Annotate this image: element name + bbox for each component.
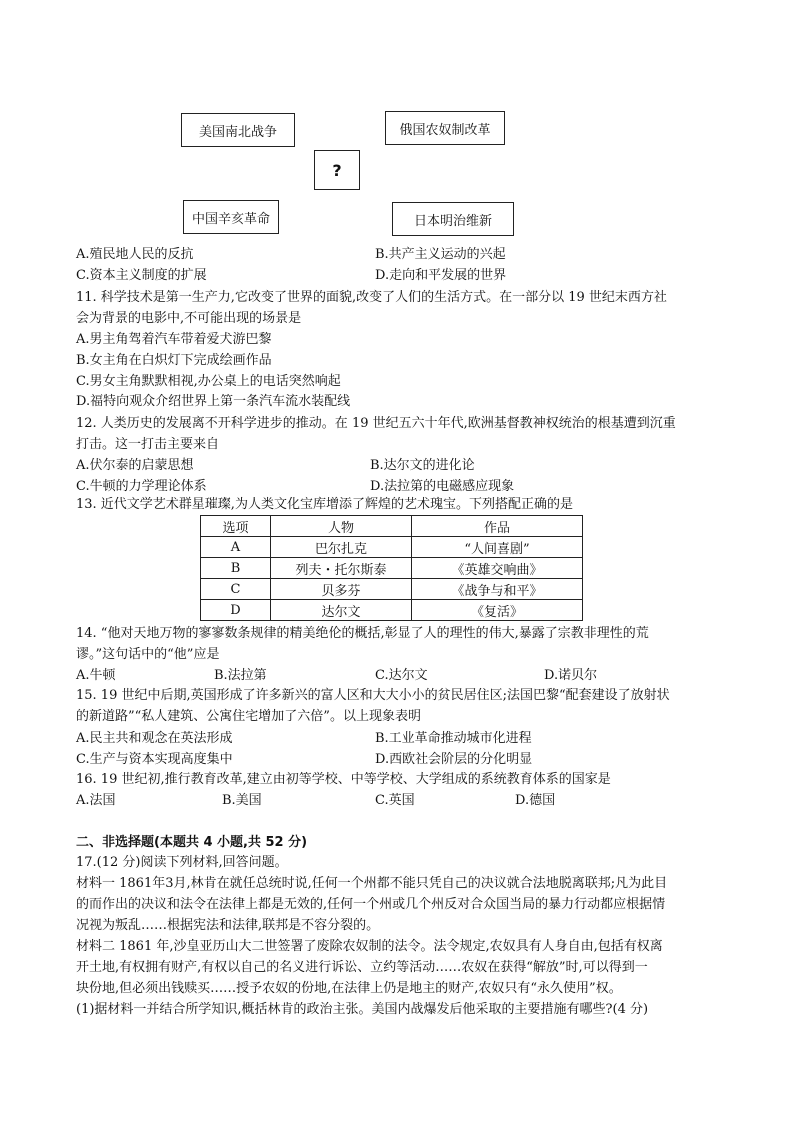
q11-option-a: A.男主角驾着汽车带着爱犬游巴黎	[76, 332, 272, 347]
q12-option-a: A.伏尔泰的启蒙思想	[76, 458, 194, 473]
q17-material2-line3: 块份地,但必须出钱赎买……授予农奴的份地,在法律上仍是地主的财产,农奴只有“永久使用”权。	[76, 981, 622, 996]
table-row	[201, 558, 583, 579]
q14-stem-line1: 14. “他对天地万物的寥寥数条规律的精美绝伦的概括,彰显了人的理性的伟大,暴露了宗教非理性的荒	[76, 626, 649, 641]
q13-matching-table	[200, 515, 583, 621]
q16-option-c: C.英国	[375, 793, 415, 808]
table-cell: 《复活》	[412, 600, 583, 621]
q11-stem-line1: 11. 科学技术是第一生产力,它改变了世界的面貌,改变了人们的生活方式。在一部分以 19 世纪末西方社	[76, 290, 667, 305]
q11-option-d: D.福特向观众介绍世界上第一条汽车流水装配线	[76, 394, 351, 409]
diagram-box-russian-serf-reform: 俄国农奴制改革	[385, 111, 505, 145]
q10-option-c: C.资本主义制度的扩展	[76, 268, 207, 283]
q14-stem-line2: 谬。”这句话中的“他”应是	[76, 647, 220, 662]
table-cell: 列夫・托尔斯泰	[271, 558, 412, 579]
q12-option-d: D.法拉第的电磁感应现象	[370, 479, 515, 494]
table-header-cell: 选项	[201, 516, 271, 537]
q11-option-b: B.女主角在白炽灯下完成绘画作品	[76, 353, 272, 368]
q17-material2-line1: 材料二 1861 年,沙皇亚历山大二世签署了废除农奴制的法令。法令规定,农奴具有人身自由,包括有权离	[76, 939, 663, 954]
q17-material1-line2: 的而作出的决议和法令在法律上都是无效的,任何一个州或几个州反对合众国当局的暴力行动都应根据情	[76, 897, 666, 912]
q11-option-c: C.男女主角默默相视,办公桌上的电话突然响起	[76, 374, 341, 389]
q17-subquestion-1: (1)据材料一并结合所学知识,概括林肯的政治主张。美国内战爆发后他采取的主要措施有哪些?(4 分)	[76, 1002, 649, 1017]
q16-stem: 16. 19 世纪初,推行教育改革,建立由初等学校、中等学校、大学组成的系统教育体系的国家是	[76, 772, 611, 787]
q14-option-c: C.达尔文	[375, 668, 428, 683]
q17-material2-line2: 开土地,有权拥有财产,有权以自己的名义进行诉讼、立约等活动……农奴在获得“解放”时,可以得到一	[76, 960, 648, 975]
q17-material1-line1: 材料一 1861年3月,林肯在就任总统时说,任何一个州都不能只凭自己的决议就合法地脱离联邦;凡为此目	[76, 876, 668, 891]
table-cell: 达尔文	[271, 600, 412, 621]
q11-stem-line2: 会为背景的电影中,不可能出现的场景是	[76, 311, 302, 326]
table-cell: 巴尔扎克	[271, 537, 412, 558]
table-header-cell: 人物	[271, 516, 412, 537]
diagram-box-american-civil-war: 美国南北战争	[181, 113, 295, 147]
q12-option-c: C.牛顿的力学理论体系	[76, 479, 207, 494]
q10-option-b: B.共产主义运动的兴起	[375, 247, 506, 262]
q15-option-d: D.西欧社会阶层的分化明显	[375, 752, 533, 767]
q12-stem-line1: 12. 人类历史的发展离不开科学进步的推动。在 19 世纪五六十年代,欧洲基督教神权统治的根基遭到沉重	[76, 416, 676, 431]
table-cell: B	[201, 558, 271, 579]
q13-stem: 13. 近代文学艺术群星璀璨,为人类文化宝库增添了辉煌的艺术瑰宝。下列搭配正确的是	[76, 497, 573, 512]
table-cell: 《战争与和平》	[412, 579, 583, 600]
q14-option-b: B.法拉第	[214, 668, 267, 683]
table-row	[201, 537, 583, 558]
table-cell: D	[201, 600, 271, 621]
table-row	[201, 600, 583, 621]
table-cell: A	[201, 537, 271, 558]
q14-option-a: A.牛顿	[76, 668, 116, 683]
table-header-row	[201, 516, 583, 537]
q15-option-b: B.工业革命推动城市化进程	[375, 731, 532, 746]
q16-option-a: A.法国	[76, 793, 116, 808]
q15-stem-line1: 15. 19 世纪中后期,英国形成了许多新兴的富人区和大大小小的贫民居住区;法国巴黎“配套建设了放射状	[76, 688, 670, 703]
q15-option-c: C.生产与资本实现高度集中	[76, 752, 233, 767]
table-cell: 《英雄交响曲》	[412, 558, 583, 579]
q16-option-d: D.德国	[515, 793, 556, 808]
q17-material1-line3: 况视为叛乱……根据宪法和法律,联邦是不容分裂的。	[76, 918, 380, 933]
q10-option-a: A.殖民地人民的反抗	[76, 247, 194, 262]
q16-option-b: B.美国	[222, 793, 262, 808]
diagram-question-box: ?	[314, 150, 360, 190]
q14-option-d: D.诺贝尔	[544, 668, 598, 683]
q15-option-a: A.民主共和观念在英法形成	[76, 731, 233, 746]
diagram-box-xinhai-revolution: 中国辛亥革命	[183, 200, 279, 234]
table-cell: C	[201, 579, 271, 600]
q12-option-b: B.达尔文的进化论	[370, 458, 475, 473]
table-cell: 贝多芬	[271, 579, 412, 600]
q12-stem-line2: 打击。这一打击主要来自	[76, 437, 220, 452]
q10-option-d: D.走向和平发展的世界	[375, 268, 507, 283]
table-header-cell: 作品	[412, 516, 583, 537]
q17-intro: 17.(12 分)阅读下列材料,回答问题。	[76, 855, 288, 870]
section-heading: 二、非选择题(本题共 4 小题,共 52 分)	[76, 835, 308, 850]
table-cell: “人间喜剧”	[412, 537, 583, 558]
diagram-box-meiji-restoration: 日本明治维新	[392, 202, 514, 236]
q15-stem-line2: 的新道路”“私人建筑、公寓住宅增加了六倍”。以上现象表明	[76, 709, 421, 724]
table-row	[201, 579, 583, 600]
